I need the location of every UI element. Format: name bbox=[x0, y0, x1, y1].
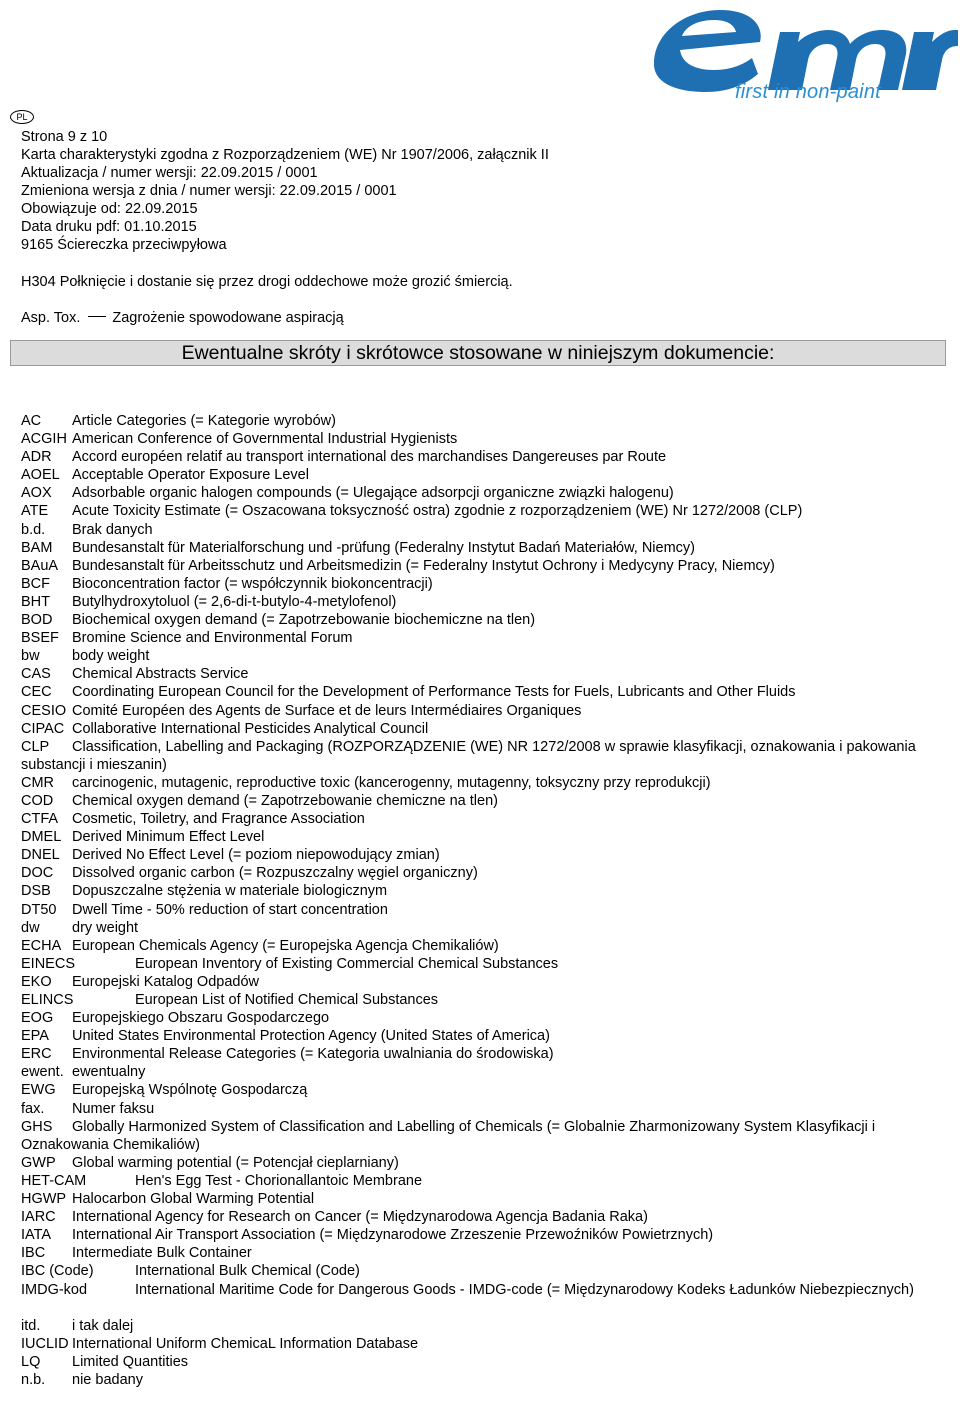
asp-tox-text: Zagrożenie spowodowane aspiracją bbox=[112, 310, 344, 326]
abbreviation-row bbox=[21, 1063, 941, 1081]
abbreviation-key: BOD bbox=[21, 612, 53, 629]
abbreviation-key: BCF bbox=[21, 575, 50, 592]
abbreviation-key: CIPAC bbox=[21, 720, 65, 737]
brand-tagline: first in non-paint bbox=[735, 81, 881, 103]
abbreviation-key: IATA bbox=[21, 1227, 52, 1244]
abbreviation-definition: Chemical oxygen demand (= Zapotrzebowanie chemiczne na tlen) bbox=[72, 792, 498, 809]
abbreviation-definition: ewentualny bbox=[72, 1064, 146, 1081]
abbreviation-definition: Derived No Effect Level (= poziom niepowodujący zmian) bbox=[72, 847, 440, 864]
abbreviation-definition: i tak dalej bbox=[72, 1317, 134, 1334]
abbreviation-row bbox=[21, 846, 941, 864]
abbreviation-key: CTFA bbox=[21, 811, 59, 828]
abbreviation-row bbox=[21, 521, 941, 539]
asp-tox-abbr: Asp. Tox. bbox=[21, 310, 81, 326]
update-version: Aktualizacja / numer wersji: 22.09.2015 / 0001 bbox=[21, 165, 318, 181]
abbreviation-key: AOX bbox=[21, 485, 52, 502]
abbreviation-row bbox=[21, 575, 941, 593]
abbreviation-key: GWP bbox=[21, 1154, 56, 1171]
abbreviation-row bbox=[21, 412, 941, 430]
abbreviation-row bbox=[21, 1172, 941, 1190]
asp-tox-line bbox=[21, 310, 344, 326]
abbreviation-definition: Coordinating European Council for the Development of Performance Tests for Fuels, Lubricants and Other Fluids bbox=[72, 684, 796, 701]
abbreviation-row bbox=[21, 683, 941, 701]
abbreviation-key: GHS bbox=[21, 1118, 53, 1135]
abbreviation-row bbox=[21, 901, 941, 919]
abbreviation-key: dw bbox=[21, 919, 40, 936]
abbreviation-definition: Europejską Wspólnotę Gospodarczą bbox=[72, 1082, 308, 1099]
abbreviation-key: EPA bbox=[21, 1028, 49, 1045]
abbreviation-definition: Europejskiego Obszaru Gospodarczego bbox=[72, 1010, 330, 1027]
abbreviation-row bbox=[21, 828, 941, 846]
abbreviation-definition: European Inventory of Existing Commercial Chemical Substances bbox=[135, 955, 559, 972]
abbreviation-definition: International Bulk Chemical (Code) bbox=[135, 1263, 360, 1280]
abbreviation-row bbox=[21, 792, 941, 810]
abbreviation-definition: Bioconcentration factor (= współczynnik biokoncentracji) bbox=[72, 575, 433, 592]
abbreviation-definition: Bundesanstalt für Arbeitsschutz und Arbeitsmedizin (= Federalny Instytut Ochrony i Medycyny Pracy, Niemcy) bbox=[72, 557, 775, 574]
abbreviation-key: DSB bbox=[21, 883, 51, 900]
abbreviation-key: AC bbox=[21, 413, 42, 429]
abbreviation-row bbox=[21, 593, 941, 611]
abbreviation-key: ACGIH bbox=[21, 431, 67, 448]
abbreviation-definition: nie badany bbox=[72, 1371, 143, 1388]
page-number: Strona 9 z 10 bbox=[21, 129, 108, 145]
abbreviation-key: COD bbox=[21, 792, 54, 809]
abbreviation-key: ADR bbox=[21, 449, 52, 466]
abbreviation-key: IBC bbox=[21, 1245, 46, 1262]
abbreviation-row bbox=[21, 1353, 941, 1371]
abbreviation-definition: Bundesanstalt für Materialforschung und -prüfung (Federalny Instytut Badań Materiałów, Niemcy) bbox=[72, 539, 696, 556]
abbreviation-definition: Article Categories (= Kategorie wyrobów) bbox=[72, 413, 336, 429]
abbreviation-row bbox=[21, 448, 941, 466]
abbreviation-key: EOG bbox=[21, 1010, 54, 1027]
abbreviation-definition: Cosmetic, Toiletry, and Fragrance Association bbox=[72, 811, 365, 828]
abbreviation-definition: European Chemicals Agency (= Europejska Agencja Chemikaliów) bbox=[72, 937, 499, 954]
abbreviation-definition: Halocarbon Global Warming Potential bbox=[72, 1191, 315, 1208]
abbreviation-row bbox=[21, 1208, 941, 1226]
abbreviation-definition: Dissolved organic carbon (= Rozpuszczalny węgiel organiczny) bbox=[72, 865, 478, 882]
abbreviation-row bbox=[21, 955, 941, 973]
abbreviation-row bbox=[21, 991, 941, 1009]
abbreviation-definition: Acute Toxicity Estimate (= Oszacowana toksyczność ostra) zgodnie z rozporządzeniem (WE) Nr 1272/2008 (CLP) bbox=[72, 503, 803, 520]
regulation-line: Karta charakterystyki zgodna z Rozporządzeniem (WE) Nr 1907/2006, załącznik II bbox=[21, 147, 549, 163]
abbreviation-key: ewent. bbox=[21, 1064, 64, 1081]
language-badge: PL bbox=[10, 110, 34, 124]
abbreviation-key: EKO bbox=[21, 973, 52, 990]
abbreviation-key: ELINCS bbox=[21, 992, 74, 1008]
abbreviation-key: IUCLID bbox=[21, 1335, 69, 1352]
abbreviation-row bbox=[21, 611, 941, 629]
abbreviation-list bbox=[21, 412, 941, 1389]
abbreviation-definition: Global warming potential (= Potencjał cieplarniany) bbox=[72, 1154, 399, 1171]
abbreviation-key: bw bbox=[21, 648, 40, 665]
abbreviation-key: HGWP bbox=[21, 1191, 67, 1208]
abbreviation-definition: Chemical Abstracts Service bbox=[72, 666, 249, 683]
abbreviation-definition: Adsorbable organic halogen compounds (= Ulegające adsorpcji organiczne związki halogenu) bbox=[72, 485, 674, 502]
abbreviation-row bbox=[21, 1335, 941, 1353]
abbreviation-key: ECHA bbox=[21, 937, 62, 954]
abbreviation-definition: Bromine Science and Environmental Forum bbox=[72, 630, 353, 647]
abbreviation-definition: American Conference of Governmental Industrial Hygienists bbox=[72, 431, 458, 448]
hazard-statement: H304 Połknięcie i dostanie się przez drogi oddechowe może grozić śmiercią. bbox=[21, 274, 513, 290]
abbreviation-row bbox=[21, 702, 941, 720]
abbreviation-key: b.d. bbox=[21, 521, 46, 538]
abbreviation-row bbox=[21, 502, 941, 520]
abbreviation-row bbox=[21, 1045, 941, 1063]
abbreviation-row bbox=[21, 864, 941, 882]
abbreviation-definition: Brak danych bbox=[72, 521, 153, 538]
abbreviation-key: DNEL bbox=[21, 847, 60, 864]
abbreviation-key: n.b. bbox=[21, 1371, 46, 1388]
abbreviation-definition: Comité Européen des Agents de Surface et de leurs Intermédiaires Organiques bbox=[72, 702, 582, 719]
abbreviation-row bbox=[21, 1100, 941, 1118]
abbreviation-row bbox=[21, 738, 941, 774]
abbreviation-definition: International Uniform ChemicaL Information Database bbox=[72, 1335, 419, 1352]
abbreviation-row bbox=[21, 539, 941, 557]
abbreviation-key: CAS bbox=[21, 666, 51, 683]
abbreviation-definition: Acceptable Operator Exposure Level bbox=[72, 467, 309, 484]
abbreviation-row bbox=[21, 557, 941, 575]
abbreviation-row bbox=[21, 629, 941, 647]
abbreviation-key: itd. bbox=[21, 1317, 41, 1334]
abbreviation-definition: Globally Harmonized System of Classification and Labelling of Chemicals (= Globalnie Zharmonizowany System Klasyfikacji i Oznakowania Chemikaliów) bbox=[21, 1118, 876, 1153]
abbreviation-definition: dry weight bbox=[72, 919, 139, 936]
abbreviation-definition: Accord européen relatif au transport international des marchandises Dangereuses par Route bbox=[72, 449, 667, 466]
abbreviation-row bbox=[21, 1281, 941, 1317]
abbreviation-row bbox=[21, 1081, 941, 1099]
abbreviation-definition: Classification, Labelling and Packaging (ROZPORZĄDZENIE (WE) NR 1272/2008 w sprawie klasyfikacji, oznakowania i pakowania substancji i mieszanin) bbox=[21, 738, 916, 773]
abbreviation-key: CEC bbox=[21, 684, 52, 701]
abbreviation-definition: Environmental Release Categories (= Kategoria uwalniania do środowiska) bbox=[72, 1046, 554, 1063]
abbreviation-row bbox=[21, 919, 941, 937]
abbreviation-definition: Butylhydroxytoluol (= 2,6-di-t-butylo-4-metylofenol) bbox=[72, 593, 397, 610]
abbreviation-definition: International Maritime Code for Dangerous Goods - IMDG-code (= Międzynarodowy Kodeks Ładunków Niebezpiecznych) bbox=[135, 1281, 914, 1298]
abbreviation-key: DOC bbox=[21, 865, 54, 882]
abbreviation-row bbox=[21, 1027, 941, 1045]
abbreviation-key: DT50 bbox=[21, 901, 57, 918]
abbreviation-key: AOEL bbox=[21, 467, 60, 484]
abbreviation-row bbox=[21, 810, 941, 828]
abbreviation-row bbox=[21, 720, 941, 738]
abbreviation-key: DMEL bbox=[21, 829, 62, 846]
abbreviation-row bbox=[21, 1154, 941, 1172]
abbreviation-key: BAuA bbox=[21, 557, 59, 574]
abbreviation-row bbox=[21, 1226, 941, 1244]
abbreviation-definition: Collaborative International Pesticides Analytical Council bbox=[72, 720, 429, 737]
abbreviation-row bbox=[21, 882, 941, 900]
document-header bbox=[21, 128, 549, 254]
abbreviation-definition: Numer faksu bbox=[72, 1100, 155, 1117]
abbreviation-definition: Derived Minimum Effect Level bbox=[72, 829, 265, 846]
abbreviation-key: BHT bbox=[21, 593, 50, 610]
abbreviation-row bbox=[21, 937, 941, 955]
abbreviation-row bbox=[21, 1244, 941, 1262]
abbreviation-definition: carcinogenic, mutagenic, reproductive toxic (kancerogenny, mutagenny, toksyczny przy reprodukcji) bbox=[72, 774, 711, 791]
print-date: Data druku pdf: 01.10.2015 bbox=[21, 219, 197, 235]
abbreviation-key: CLP bbox=[21, 738, 50, 755]
abbreviation-key: fax. bbox=[21, 1100, 45, 1117]
abbreviation-definition: Limited Quantities bbox=[72, 1353, 189, 1370]
changed-version: Zmieniona wersja z dnia / numer wersji: 22.09.2015 / 0001 bbox=[21, 183, 397, 199]
abbreviation-row bbox=[21, 1262, 941, 1280]
abbreviation-key: BAM bbox=[21, 539, 53, 556]
abbreviation-key: IBC (Code) bbox=[21, 1263, 94, 1280]
abbreviation-definition: Europejski Katalog Odpadów bbox=[72, 973, 260, 990]
abbreviation-definition: body weight bbox=[72, 648, 150, 665]
abbreviation-definition: International Agency for Research on Cancer (= Międzynarodowa Agencja Badania Raka) bbox=[72, 1209, 648, 1226]
section-title: Ewentualne skróty i skrótowce stosowane w niniejszym dokumencie: bbox=[10, 340, 946, 366]
abbreviation-definition: International Air Transport Association (= Międzynarodowe Zrzeszenie Przewoźników Powietrznych) bbox=[72, 1227, 714, 1244]
abbreviation-row bbox=[21, 1317, 941, 1335]
abbreviation-key: ATE bbox=[21, 503, 49, 520]
abbreviation-row bbox=[21, 484, 941, 502]
abbreviation-key: HET-CAM bbox=[21, 1172, 87, 1189]
abbreviation-key: LQ bbox=[21, 1353, 41, 1370]
abbreviation-definition: United States Environmental Protection Agency (United States of America) bbox=[72, 1028, 550, 1045]
abbreviation-definition: Dwell Time - 50% reduction of start concentration bbox=[72, 901, 388, 918]
abbreviation-row bbox=[21, 1118, 941, 1154]
abbreviation-key: EWG bbox=[21, 1082, 56, 1099]
abbreviation-key: ERC bbox=[21, 1046, 52, 1063]
abbreviation-row bbox=[21, 1371, 941, 1389]
abbreviation-row bbox=[21, 1190, 941, 1208]
abbreviation-key: CESIO bbox=[21, 702, 67, 719]
abbreviation-row bbox=[21, 774, 941, 792]
abbreviation-key: IMDG-kod bbox=[21, 1281, 88, 1298]
abbreviation-row bbox=[21, 665, 941, 683]
abbreviation-row bbox=[21, 430, 941, 448]
product-name: 9165 Ściereczka przeciwpyłowa bbox=[21, 237, 227, 253]
abbreviation-definition: Intermediate Bulk Container bbox=[72, 1245, 252, 1262]
effective-date: Obowiązuje od: 22.09.2015 bbox=[21, 201, 198, 217]
abbreviation-key: BSEF bbox=[21, 630, 59, 647]
abbreviation-key: IARC bbox=[21, 1209, 56, 1226]
em-dash bbox=[88, 316, 106, 317]
abbreviation-row bbox=[21, 466, 941, 484]
abbreviation-key: CMR bbox=[21, 774, 55, 791]
abbreviation-definition: European List of Notified Chemical Substances bbox=[135, 992, 439, 1008]
abbreviation-definition: Hen's Egg Test - Chorionallantoic Membrane bbox=[135, 1172, 423, 1189]
abbreviation-definition: Biochemical oxygen demand (= Zapotrzebowanie biochemiczne na tlen) bbox=[72, 612, 536, 629]
abbreviation-key: EINECS bbox=[21, 955, 75, 972]
abbreviation-row bbox=[21, 1009, 941, 1027]
abbreviation-row bbox=[21, 647, 941, 665]
abbreviation-definition: Dopuszczalne stężenia w materiale biologicznym bbox=[72, 883, 388, 900]
abbreviation-row bbox=[21, 973, 941, 991]
